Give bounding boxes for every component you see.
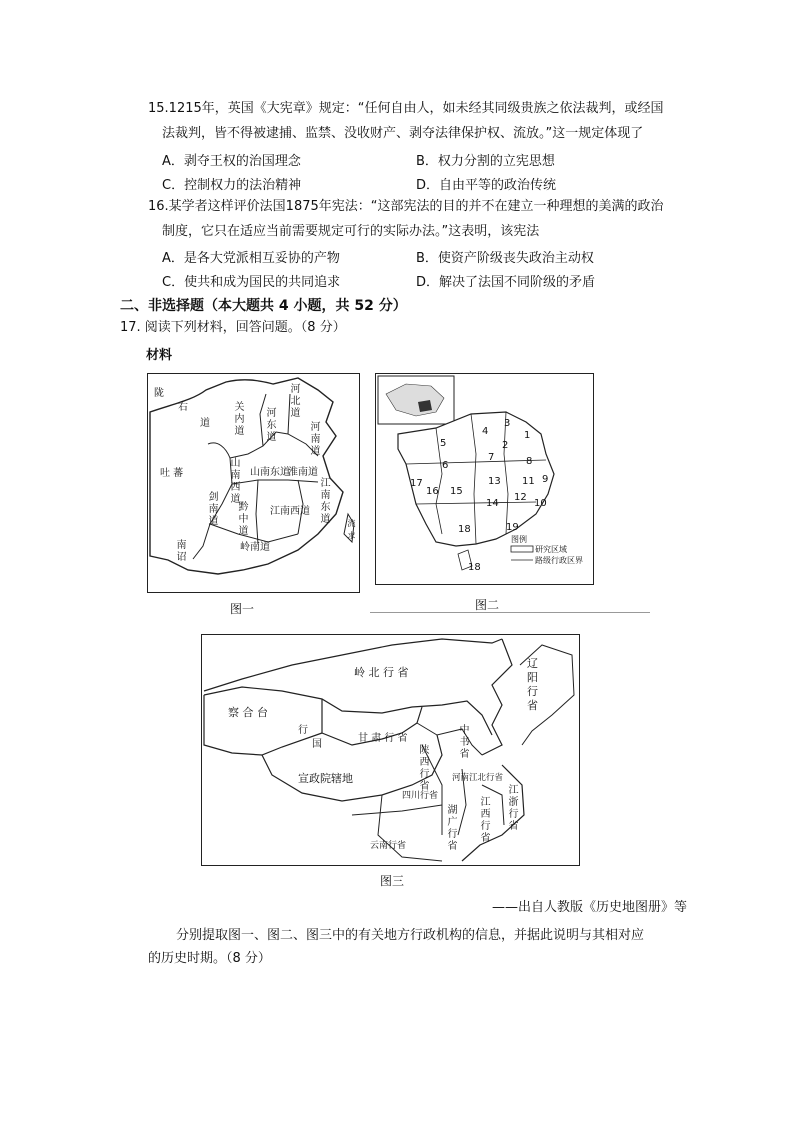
- tang-label-dao: 道: [200, 418, 210, 429]
- song-num-19: 19: [506, 522, 519, 533]
- q17-prompt: 17. 阅读下列材料，回答问题。（8 分）: [120, 320, 346, 335]
- tang-label-hedong: 河东道: [266, 408, 277, 443]
- yuan-label-xuanzheng: 宣政院辖地: [298, 772, 353, 785]
- song-route-list-visible: [594, 373, 654, 583]
- song-num-7: 7: [488, 452, 495, 463]
- q17-question-line1: 分别提取图一、图二、图三中的有关地方行政机构的信息，并据此说明与其相对应: [176, 928, 645, 943]
- song-num-17: 17: [410, 478, 423, 489]
- map3-caption: 图三: [380, 874, 405, 888]
- q16-option-b: B．使资产阶级丧失政治主动权: [416, 251, 594, 266]
- tang-label-henan: 河南道: [310, 422, 321, 457]
- map-yuan: [201, 634, 580, 866]
- tang-label-jiannan: 剑南道: [208, 492, 219, 527]
- tang-label-liuqiu: 流求: [347, 519, 356, 540]
- yuan-label-gansu: 甘 肃 行 省: [358, 733, 408, 744]
- q16-line2: 制度，它只在适应当前需要规定可行的实际办法。”这表明，该宪法: [162, 224, 540, 239]
- song-num-10: 10: [534, 498, 547, 509]
- tang-label-guannei: 关内道: [234, 402, 245, 437]
- tang-label-qianzhong: 黔中道: [238, 502, 249, 537]
- song-num-18-island: 18: [468, 562, 481, 573]
- song-num-5: 5: [440, 438, 447, 449]
- yuan-label-hang: 行: [298, 725, 308, 736]
- song-num-9: 9: [542, 474, 549, 485]
- map1-caption: 图一: [230, 602, 255, 616]
- q15-option-b: B．权力分割的立宪思想: [416, 154, 555, 169]
- song-legend-area: 研究区域: [535, 545, 567, 554]
- tang-label-huainan: 淮南道: [288, 467, 318, 478]
- song-num-14: 14: [486, 498, 499, 509]
- yuan-label-chahetai: 察 合 台: [228, 706, 268, 719]
- song-num-11: 11: [522, 476, 535, 487]
- tang-label-hebei: 河北道: [290, 384, 301, 419]
- yuan-label-shaanxi: 陕西行省: [419, 745, 430, 792]
- song-num-13: 13: [488, 476, 501, 487]
- tang-label-jiangnanxi: 江南西道: [270, 506, 310, 517]
- yuan-label-jiangxi: 江西行省: [480, 797, 491, 844]
- q16-option-d: D．解决了法国不同阶级的矛盾: [416, 275, 596, 290]
- yuan-label-zhongshu: 中书省: [459, 725, 470, 760]
- song-legend-line: 路级行政区界: [535, 556, 583, 565]
- q15-option-d: D．自由平等的政治传统: [416, 178, 557, 193]
- q17-question-line2: 的历史时期。（8 分）: [148, 951, 271, 966]
- song-num-8: 8: [526, 456, 533, 467]
- tang-label-shannanxi: 山南西道: [230, 458, 241, 505]
- yuan-label-sichuan: 四川行省: [402, 791, 439, 801]
- tang-label-long: 陇: [154, 388, 164, 399]
- yuan-label-yunnan: 云南行省: [370, 841, 407, 851]
- song-num-2: 2: [502, 440, 509, 451]
- song-num-15: 15: [450, 486, 463, 497]
- map2-underline: [370, 612, 650, 613]
- source-note: ——出自人教版《历史地图册》等: [492, 900, 688, 915]
- yuan-label-henan: 河南江北行省: [452, 773, 504, 783]
- yuan-label-jiangzhe: 江浙行省: [508, 785, 519, 832]
- song-num-3: 3: [504, 418, 511, 429]
- song-num-18: 18: [458, 524, 471, 535]
- tang-label-lingnan: 岭南道: [240, 542, 270, 553]
- map-tang: [147, 373, 360, 593]
- song-num-6: 6: [442, 460, 449, 471]
- yuan-label-lingbei: 岭 北 行 省: [354, 666, 409, 679]
- q16-option-c: C．使共和成为国民的共同追求: [162, 275, 341, 290]
- tang-label-you: 右: [178, 402, 188, 413]
- q15-option-c: C．控制权力的法治精神: [162, 178, 302, 193]
- song-num-4: 4: [482, 426, 489, 437]
- q15-line2: 法裁判，皆不得被逮捕、监禁、没收财产、剥夺法律保护权、流放。”这一规定体现了: [162, 126, 644, 141]
- q15-line1: 15.1215年，英国《大宪章》规定：“任何自由人，如未经其同级贵族之依法裁判，或经国: [148, 101, 664, 116]
- tang-label-nanzhao: 南诏: [176, 540, 187, 563]
- yuan-label-guo: 国: [312, 739, 322, 750]
- q15-option-a: A．剥夺王权的治国理念: [162, 154, 301, 169]
- tang-label-jiangnandong: 江南东道: [320, 478, 331, 525]
- song-num-1: 1: [524, 430, 531, 441]
- q16-line1: 16.某学者这样评价法国1875年宪法：“这部宪法的目的并不在建立一种理想的美满的政治: [148, 199, 664, 214]
- song-legend-title: 图例: [511, 535, 527, 544]
- tang-label-tubo: 吐 蕃: [160, 468, 184, 479]
- section-heading: 二、非选择题（本大题共 4 小题，共 52 分）: [120, 298, 407, 314]
- material-label: 材料: [146, 348, 173, 363]
- tang-label-shannandong: 山南东道: [250, 467, 290, 478]
- q16-option-a: A．是各大党派相互妥协的产物: [162, 251, 340, 266]
- song-num-16: 16: [426, 486, 439, 497]
- map2-caption: 图二: [475, 598, 500, 612]
- yuan-label-liaoyang: 辽阳行省: [527, 657, 538, 712]
- song-num-12: 12: [514, 492, 527, 503]
- yuan-label-huguang: 湖广行省: [447, 805, 458, 852]
- map-song: [375, 373, 594, 585]
